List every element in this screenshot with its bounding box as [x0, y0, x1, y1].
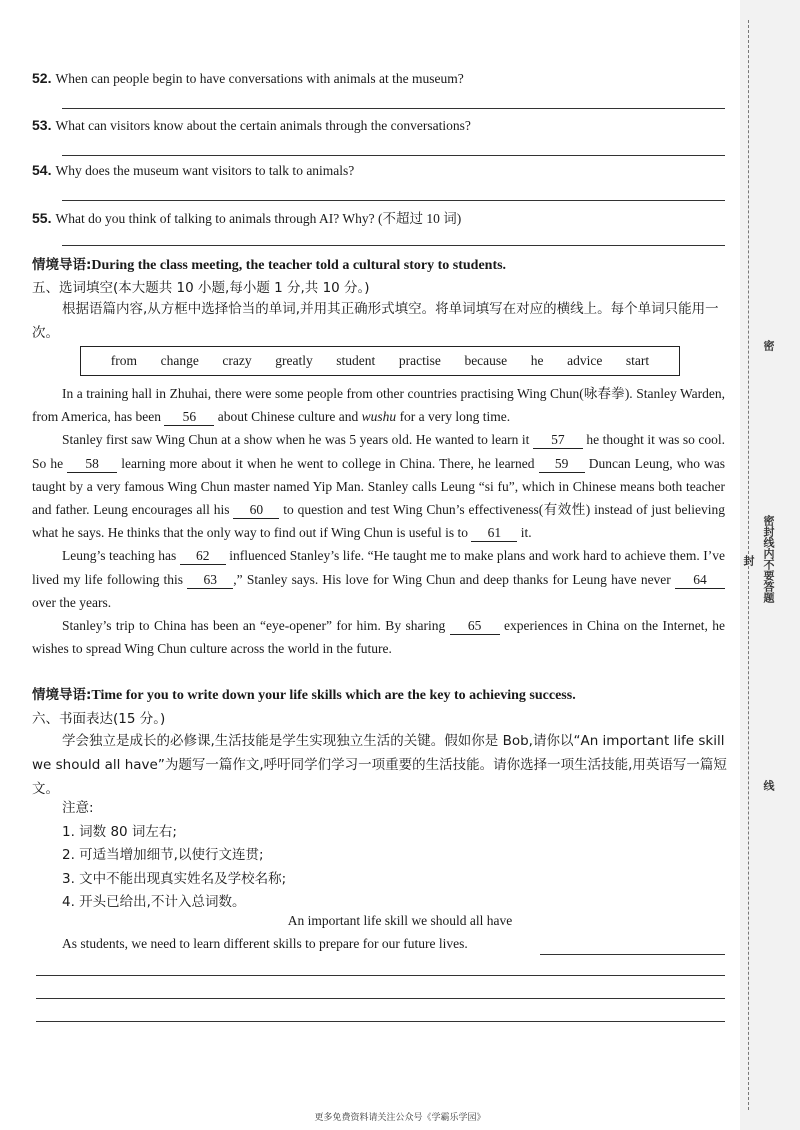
blank-61[interactable]: 61: [471, 525, 517, 542]
word-option: change: [160, 353, 199, 368]
passage-paragraph: Leung’s teaching has 62 influenced Stanley’s life. “He taught me to make plans and work hard to achieve them. I’ve lived my life following this 63 ,” Stanley says. His love for Wing Chun and deep thanks for Leung have never 64 over the years.: [32, 548, 726, 610]
note-item: 3. 文中不能出现真实姓名及学校名称;: [62, 870, 287, 887]
blank-58[interactable]: 58: [67, 456, 117, 473]
margin-label-mi: 密: [762, 340, 775, 351]
word-option: start: [625, 353, 650, 368]
note-item: 4. 开头已给出,不计入总词数。: [62, 894, 246, 911]
question-text: What can visitors know about the certain animals through the conversations?: [55, 118, 471, 133]
question-55: 55. What do you think of talking to animals through AI? Why? (不超过 10 词): [32, 210, 462, 226]
blank-60[interactable]: 60: [233, 502, 279, 519]
section-heading-6: 六、书面表达(15 分。): [32, 711, 166, 727]
word-option: because: [464, 353, 508, 368]
passage-paragraph: In a training hall in Zhuhai, there were some people from other countries practising Wing Chun(咏春拳). Stanley Warden, from America, has been 56 about Chinese culture and wushu for a very long time.: [32, 386, 725, 425]
page-footer: 更多免费资料请关注公众号《学霸乐学园》: [314, 1113, 486, 1123]
blank-59[interactable]: 59: [539, 456, 585, 473]
blank-57[interactable]: 57: [533, 432, 583, 449]
situation-intro-5: 情境导语:During the class meeting, the teacher told a cultural story to students.: [32, 257, 507, 273]
question-53: 53. What can visitors know about the certain animals through the conversations?: [32, 117, 471, 133]
blank-62[interactable]: 62: [180, 548, 226, 565]
answer-line-52[interactable]: [62, 108, 725, 109]
essay-line-0[interactable]: [540, 954, 725, 955]
section-instruction-5: 根据语篇内容,从方框中选择恰当的单词,并用其正确形式填空。将单词填写在对应的横线上。每个单词只能用一次。: [32, 301, 719, 341]
word-box: [80, 346, 680, 376]
question-text: Why does the museum want visitors to talk to animals?: [55, 163, 355, 178]
word-option: advice: [567, 353, 603, 368]
passage-paragraph: Stanley’s trip to China has been an “eye-opener” for him. By sharing 65 experiences in China on the Internet, he wishes to spread Wing Chun culture across the world in the future.: [32, 618, 725, 657]
margin-label-xian: 线: [762, 780, 775, 791]
section-heading-5: 五、选词填空(本大题共 10 小题,每小题 1 分,共 10 分。): [32, 280, 370, 296]
word-option: practise: [398, 353, 441, 368]
essay-line-2[interactable]: [36, 998, 725, 999]
situation-intro-6: 情境导语:Time for you to write down your life skills which are the key to achieving success.: [32, 687, 576, 703]
word-option: greatly: [275, 353, 313, 368]
note-item: 1. 词数 80 词左右;: [62, 823, 177, 840]
word-option: student: [336, 353, 376, 368]
answer-line-54[interactable]: [62, 200, 725, 201]
question-52: 52. When can people begin to have conversations with animals at the museum?: [32, 70, 464, 86]
question-text: What do you think of talking to animals through AI? Why? (不超过 10 词): [55, 211, 462, 226]
blank-63[interactable]: 63: [187, 572, 233, 589]
margin-label-feng: 封: [742, 555, 755, 566]
note-item: 2. 可适当增加细节,以使行文连贯;: [62, 847, 264, 864]
cloze-passage: [32, 382, 725, 660]
question-text: When can people begin to have conversations with animals at the museum?: [55, 71, 464, 86]
essay-title: An important life skill we should all have: [287, 913, 513, 928]
margin-label-warning: 密封线内不要答题: [762, 515, 775, 603]
question-54: 54. Why does the museum want visitors to talk to animals?: [32, 162, 355, 178]
notes-list: [62, 797, 286, 915]
word-option: crazy: [222, 353, 252, 368]
essay-line-3[interactable]: [36, 1021, 725, 1022]
essay-opening: As students, we need to learn different skills to prepare for our future lives.: [62, 936, 468, 951]
passage-paragraph: Stanley first saw Wing Chun at a show when he was 5 years old. He wanted to learn it 57 he thought it was so cool. So he 58 learning more about it when he went to college in China. There, he learned 59 Duncan Leung, who was taught by a very famous Wing Chun master named Yip Man. Stanley calls Leung “si fu”, which in Chinese means both teacher and father. Leung encourages all his 60 to question and test Wing Chun’s effectiveness(有效性) instead of just believing what he says. He thinks that the only way to find out if Wing Chun is useful is to 61 it.: [32, 432, 726, 541]
blank-64[interactable]: 64: [675, 572, 725, 589]
answer-line-55[interactable]: [62, 245, 725, 246]
blank-65[interactable]: 65: [450, 618, 500, 635]
answer-line-53[interactable]: [62, 155, 725, 156]
notes-label: 注意:: [62, 800, 94, 816]
word-option: he: [530, 353, 544, 368]
blank-56[interactable]: 56: [164, 409, 214, 426]
section-instruction-6: 学会独立是成长的必修课,生活技能是学生实现独立生活的关键。假如你是 Bob,请你以“An important life skill we should all have”为题写一篇作文,呼吁同学们学习一项重要的生活技能。请你选择一项生活技能,用英语写一篇短文。: [32, 733, 727, 797]
word-option: from: [110, 353, 138, 368]
essay-line-1[interactable]: [36, 975, 725, 976]
